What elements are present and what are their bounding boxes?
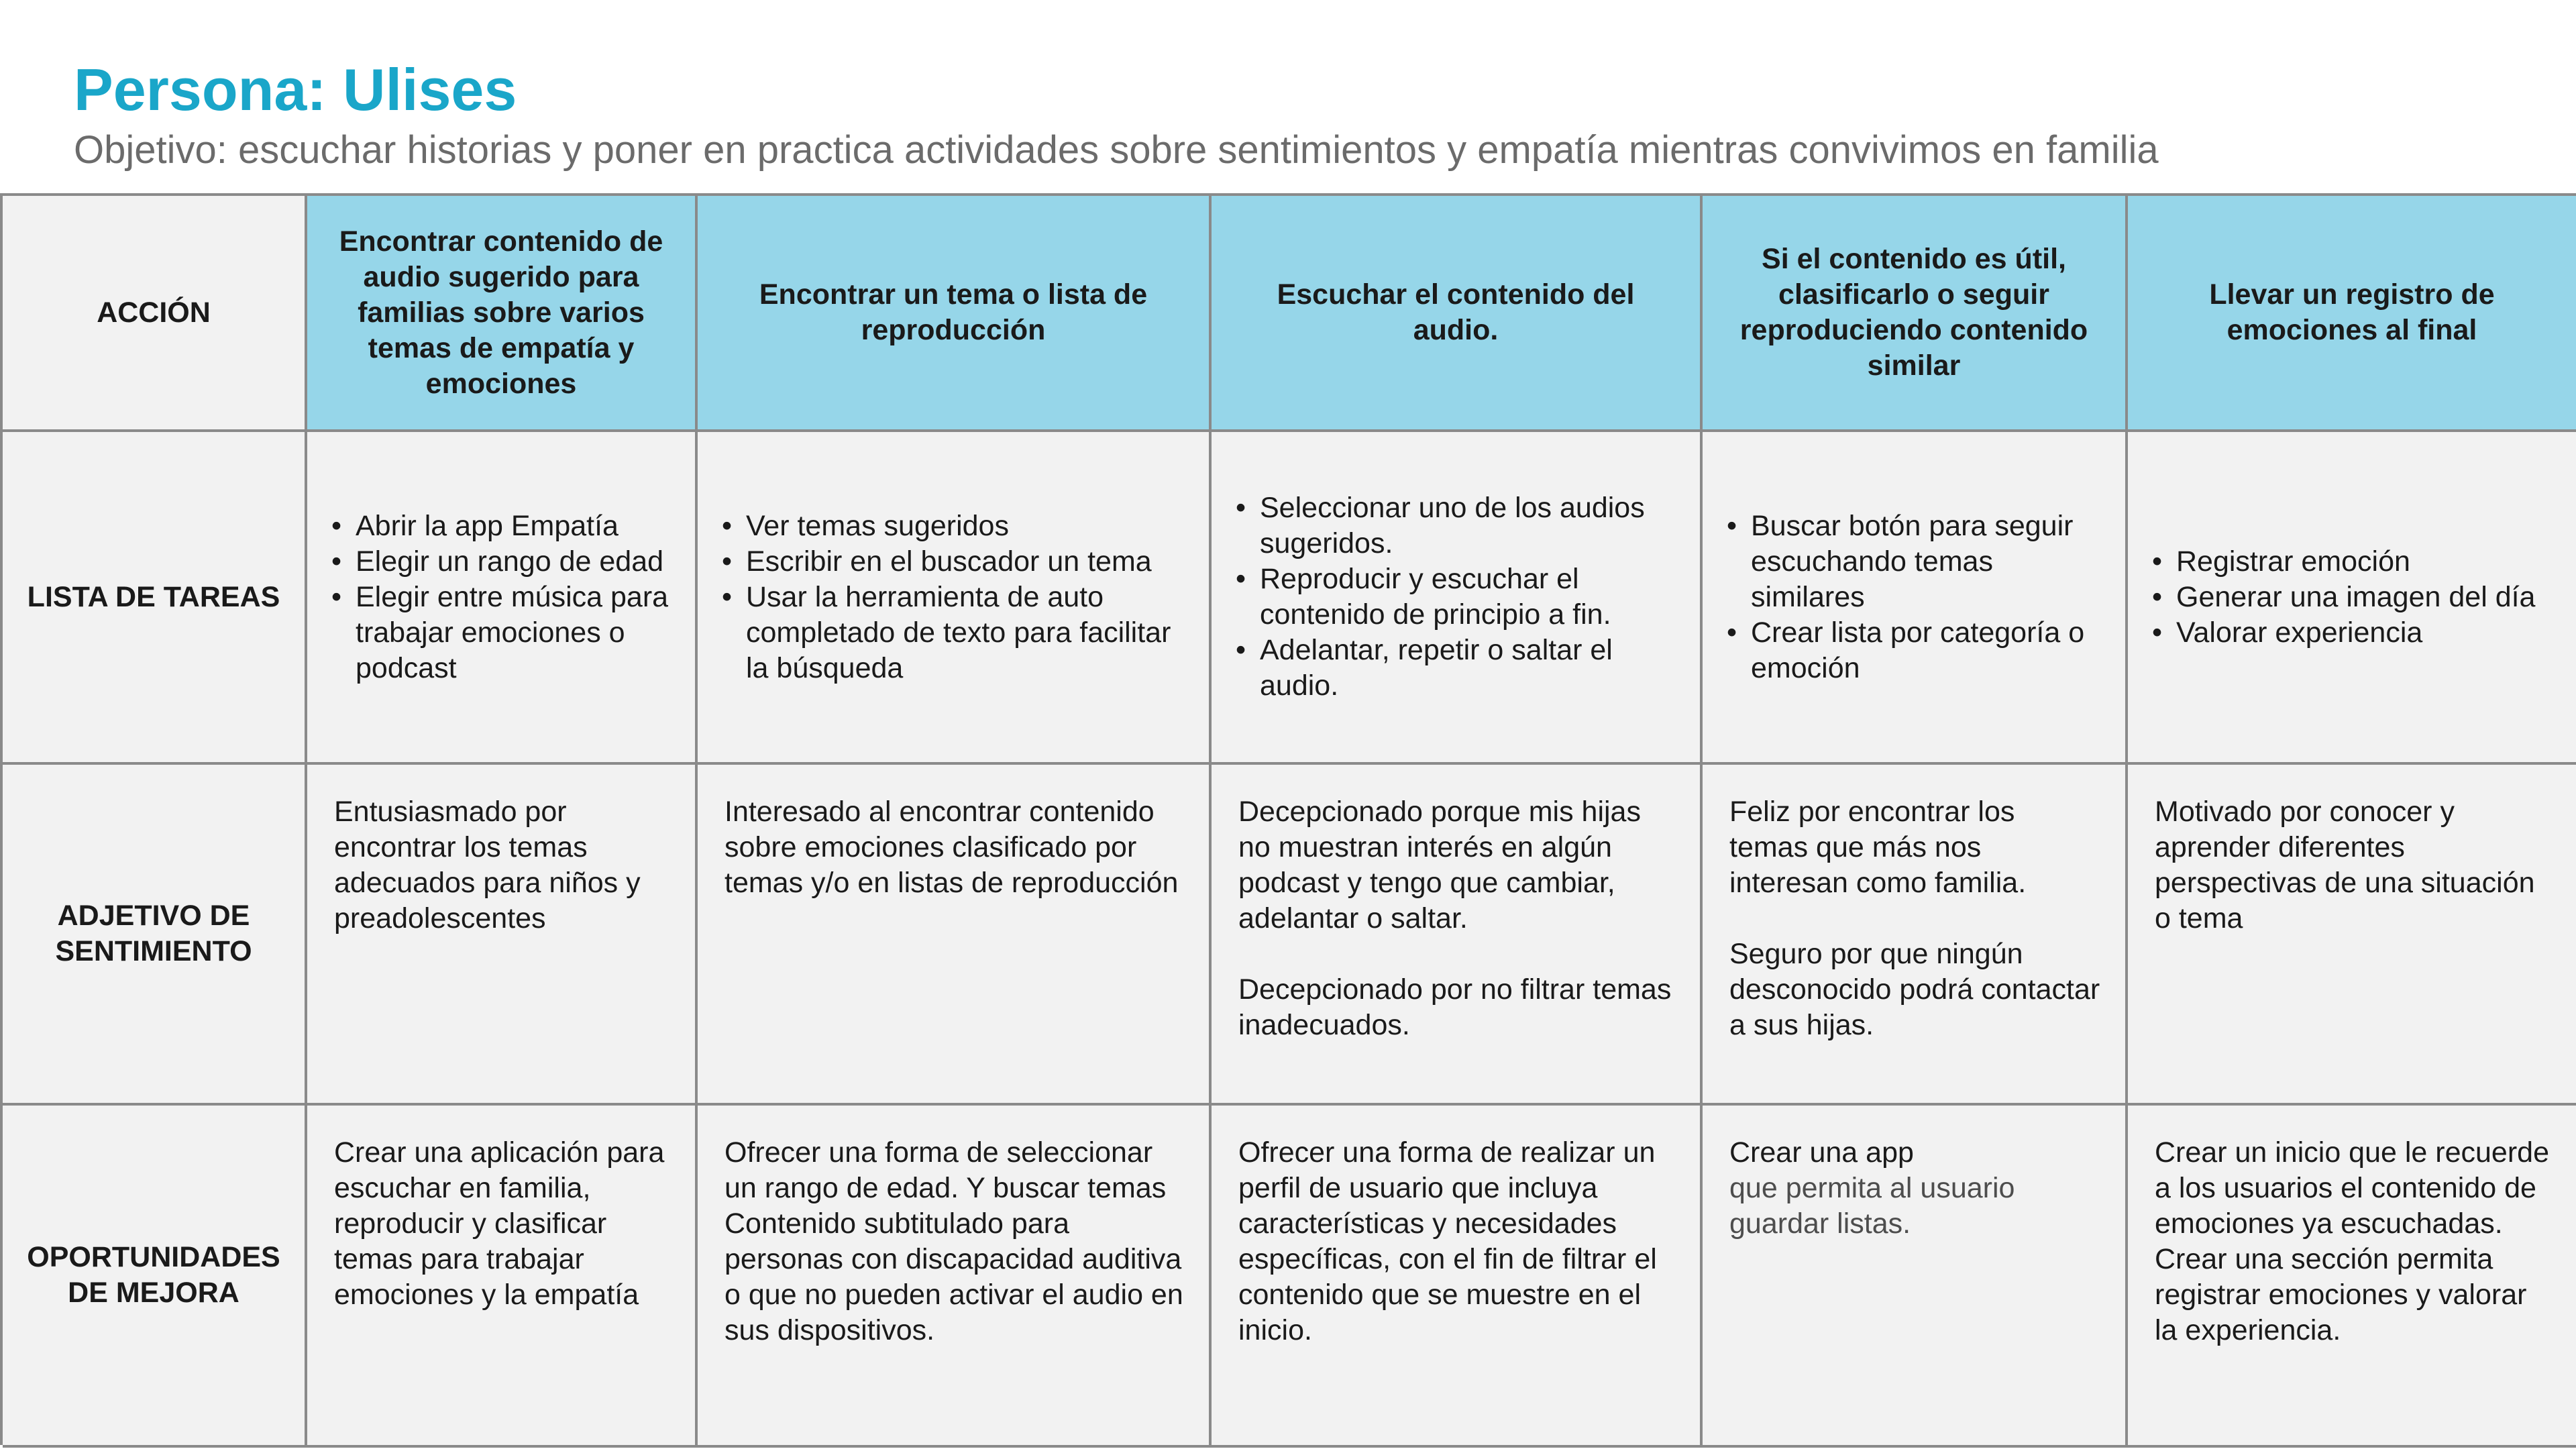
task-item: • Usar la herramienta de auto completado de texto para facilitar la búsqueda	[722, 580, 1185, 686]
sentimiento-cell-5	[2128, 765, 2576, 1106]
oportunidades-cell-3	[1212, 1106, 1703, 1448]
task-item: • Ver temas sugeridos	[722, 508, 1185, 544]
accion-cell-2: Encontrar un tema o lista de reproducción	[698, 196, 1212, 432]
row-label-accion: ACCIÓN	[3, 196, 307, 432]
opportunity-text: Crear una sección permita registrar emociones y valorar la experiencia.	[2155, 1243, 2527, 1346]
row-label-oportunidades: OPORTUNIDADES DE MEJORA	[3, 1106, 307, 1448]
opportunity-text: que permita al usuario guardar listas.	[1729, 1172, 2015, 1240]
accion-cell-3: Escuchar el contenido del audio.	[1212, 196, 1703, 432]
task-item: • Crear lista por categoría o emoción	[1727, 615, 2101, 686]
task-item: • Elegir entre música para trabajar emociones o podcast	[331, 580, 671, 686]
feeling-text: Entusiasmado por encontrar los temas adecuados para niños y preadolescentes	[334, 796, 641, 934]
oportunidades-cell-5	[2128, 1106, 2576, 1448]
task-list	[722, 508, 1185, 686]
task-list	[2152, 544, 2535, 651]
opportunity-text: Crear una app	[1729, 1136, 1914, 1169]
opportunity-text: Ofrecer una forma de realizar un perfil de usuario que incluya características y necesidades específicas, con el fin de filtrar el contenido que se muestre en el inicio.	[1238, 1136, 1657, 1346]
task-list	[331, 508, 671, 686]
sentimiento-cell-4	[1703, 765, 2128, 1106]
sentimiento-cell-1	[307, 765, 698, 1106]
tareas-cell-1	[307, 432, 698, 765]
tareas-cell-4	[1703, 432, 2128, 765]
task-item: • Escribir en el buscador un tema	[722, 544, 1185, 580]
opportunity-text: Ofrecer una forma de seleccionar un rango de edad. Y buscar temas	[724, 1136, 1167, 1204]
oportunidades-cell-4	[1703, 1106, 2128, 1448]
sentimiento-cell-2	[698, 765, 1212, 1106]
page-subtitle: Objetivo: escuchar historias y poner en practica actividades sobre sentimientos y empatía mientras convivimos en familia	[74, 128, 2159, 172]
task-item: • Valorar experiencia	[2152, 615, 2535, 651]
opportunity-text: Contenido subtitulado para personas con discapacidad auditiva o que no pueden activar el audio en sus dispositivos.	[724, 1208, 1183, 1346]
opportunity-text: Crear un inicio que le recuerde a los usuarios el contenido de emociones ya escuchadas.	[2155, 1136, 2549, 1240]
feeling-text: Motivado por conocer y aprender diferentes perspectivas de una situación o tema	[2155, 796, 2535, 934]
page-title: Persona: Ulises	[74, 56, 517, 123]
tareas-cell-2	[698, 432, 1212, 765]
tareas-cell-3	[1212, 432, 1703, 765]
sentimiento-cell-3	[1212, 765, 1703, 1106]
tareas-cell-5	[2128, 432, 2576, 765]
task-item: • Abrir la app Empatía	[331, 508, 671, 544]
task-item: • Registrar emoción	[2152, 544, 2535, 580]
feeling-text: Interesado al encontrar contenido sobre emociones clasificado por temas y/o en listas de reproducción	[724, 796, 1179, 899]
oportunidades-cell-1	[307, 1106, 698, 1448]
accion-cell-5: Llevar un registro de emociones al final	[2128, 196, 2576, 432]
opportunity-text: Crear una aplicación para escuchar en familia, reproducir y clasificar temas para trabajar emociones y la empatía	[334, 1136, 665, 1311]
row-label-sentimiento: ADJETIVO DE SENTIMIENTO	[3, 765, 307, 1106]
task-item: • Seleccionar uno de los audios sugeridos.	[1236, 490, 1676, 561]
task-item: • Generar una imagen del día	[2152, 580, 2535, 615]
task-item: • Adelantar, repetir o saltar el audio.	[1236, 633, 1676, 704]
accion-cell-1: Encontrar contenido de audio sugerido para familias sobre varios temas de empatía y emociones	[307, 196, 698, 432]
feeling-text: Seguro por que ningún desconocido podrá contactar a sus hijas.	[1729, 938, 2100, 1041]
oportunidades-cell-2	[698, 1106, 1212, 1448]
row-label-tareas: LISTA DE TAREAS	[3, 432, 307, 765]
feeling-text: Decepcionado porque mis hijas no muestran interés en algún podcast y tengo que cambiar, adelantar o saltar.	[1238, 796, 1641, 934]
task-list	[1727, 508, 2101, 686]
journey-map-table	[0, 193, 2576, 1445]
feeling-text: Feliz por encontrar los temas que más nos interesan como familia.	[1729, 796, 2027, 899]
task-item: • Elegir un rango de edad	[331, 544, 671, 580]
task-item: • Buscar botón para seguir escuchando temas similares	[1727, 508, 2101, 615]
feeling-text: Decepcionado por no filtrar temas inadecuados.	[1238, 973, 1672, 1041]
task-list	[1236, 490, 1676, 704]
accion-cell-4: Si el contenido es útil, clasificarlo o seguir reproduciendo contenido similar	[1703, 196, 2128, 432]
task-item: • Reproducir y escuchar el contenido de principio a fin.	[1236, 561, 1676, 633]
